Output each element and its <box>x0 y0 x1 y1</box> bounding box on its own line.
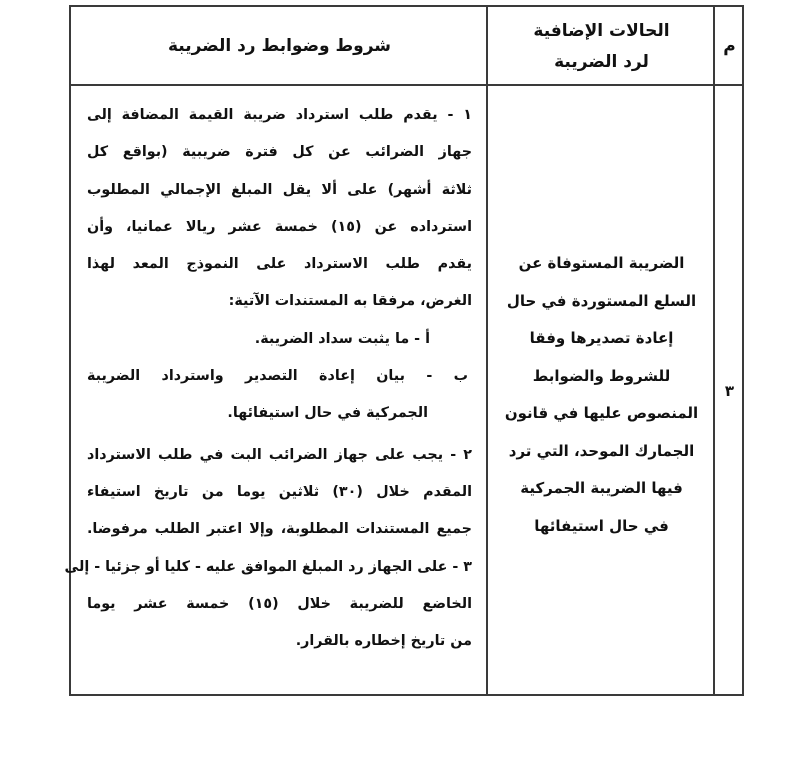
case-line: الجمارك الموحد، التي ترد <box>508 441 695 460</box>
header-terms-label: شروط وضوابط رد الضريبة <box>167 36 392 56</box>
term-line: ٣ - على الجهاز رد المبلغ الموافق عليه - كليا أو جزئيا - إلى <box>64 558 472 575</box>
term-line: الغرض، مرفقا به المستندات الآتية: <box>228 293 472 310</box>
row-number: ٣ <box>724 382 735 400</box>
term-line: الخاضع للضريبة خلال (١٥) خمسة عشر يوما <box>87 595 472 612</box>
row-case-cell <box>488 86 715 696</box>
case-line: فيها الضريبة الجمركية <box>520 479 683 497</box>
case-line: المنصوص عليها في قانون <box>504 404 699 422</box>
row-terms-cell <box>64 86 488 696</box>
term-line: ثلاثة أشهر) على ألا يقل المبلغ الإجمالي المطلوب <box>87 181 472 198</box>
case-line: السلع المستوردة في حال <box>506 291 697 310</box>
header-terms-cell <box>71 7 488 86</box>
term-line: المقدم خلال (٣٠) ثلاثين يوما من تاريخ استيفاء <box>87 483 472 500</box>
header-cases-cell <box>488 7 715 86</box>
tax-refund-table <box>64 5 744 696</box>
row-number-cell <box>715 86 744 696</box>
term-line: يقدم طلب الاسترداد على النموذج المعد لهذا <box>87 256 472 273</box>
term-line: جهاز الضرائب عن كل فترة ضريبية (بواقع كل <box>87 144 472 161</box>
header-cases-label-line2: لرد الضريبة <box>554 51 649 72</box>
case-line: للشروط والضوابط <box>532 366 671 385</box>
header-number-cell <box>715 7 744 86</box>
term-line: من تاريخ إخطاره بالقرار. <box>295 633 472 650</box>
term-line: استرداده عن (١٥) خمسة عشر ريالا عمانيا، وأن <box>87 218 472 235</box>
term-subitem-a: أ - ما يثبت سداد الضريبة. <box>254 330 430 347</box>
term-subitem-b-continued: الجمركية في حال استيفائها. <box>227 405 428 422</box>
header-cases-label-line1: الحالات الإضافية <box>533 20 670 41</box>
case-line: الضريبة المستوفاة عن <box>518 254 685 272</box>
term-line: ٢ - يجب على جهاز الضرائب البت في طلب الاسترداد <box>87 446 472 463</box>
case-line: في حال استيفائها <box>534 516 669 535</box>
header-number-label: م <box>723 36 736 56</box>
term-line: ١ - يقدم طلب استرداد ضريبة القيمة المضافة إلى <box>87 107 472 123</box>
term-subitem-b: ب - بيان إعادة التصدير واسترداد الضريبة <box>87 368 468 385</box>
case-line: إعادة تصديرها وفقا <box>529 329 674 347</box>
term-line: جميع المستندات المطلوبة، وإلا اعتبر الطلب مرفوضا. <box>87 521 472 538</box>
